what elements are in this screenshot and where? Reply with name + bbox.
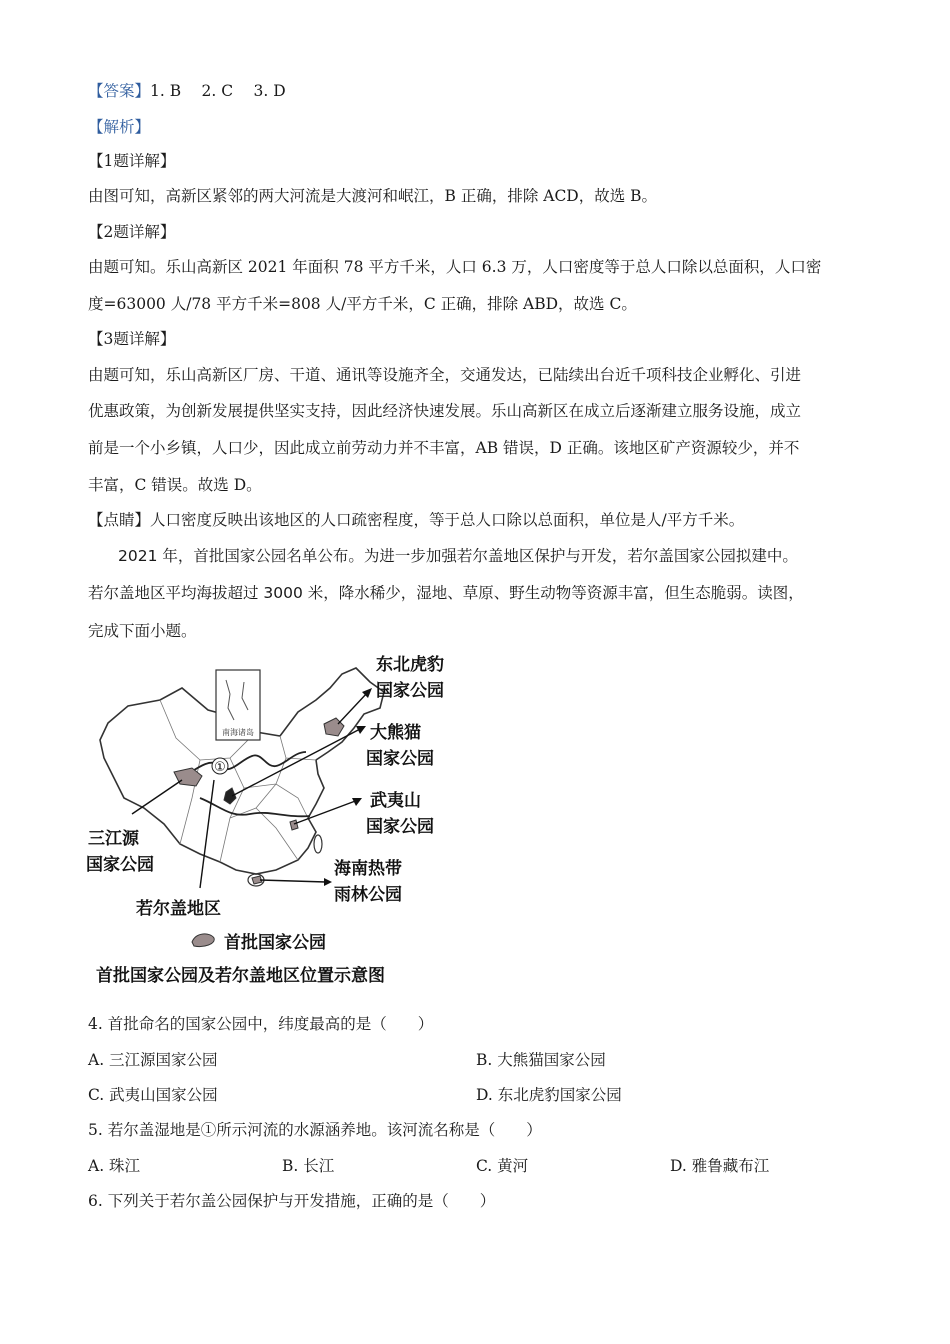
label-wuyi-2: 国家公园: [366, 817, 434, 837]
intro-line2: 若尔盖地区平均海拔超过 3000 米，降水稀少，湿地、草原、野生动物等资源丰富，但生态脆弱。读图，: [88, 584, 804, 602]
legend-park-swatch: [192, 934, 214, 947]
park-wuyi: [290, 820, 298, 830]
label-hainan-1: 海南热带: [334, 859, 402, 879]
label-hainan-2: 雨林公园: [334, 885, 402, 905]
q1-text: 由图可知，高新区紧邻的两大河流是大渡河和岷江，B 正确，排除 ACD，故选 B。: [88, 187, 658, 205]
q5-option-d: D. 雅鲁藏布江: [670, 1157, 770, 1175]
intro-line1: 2021 年，首批国家公园名单公布。为进一步加强若尔盖地区保护与开发，若尔盖国家公园拟建中。: [118, 547, 798, 565]
yangtze-river: [200, 798, 310, 816]
answer-line: [88, 80, 286, 102]
intro-line3: 完成下面小题。: [88, 622, 197, 640]
label-sanjiang-2: 国家公园: [86, 855, 154, 875]
label-panda-2: 国家公园: [366, 749, 434, 769]
taiwan-island: [314, 835, 322, 853]
q4-option-c: C. 武夷山国家公园: [88, 1086, 218, 1104]
label-northeast-2: 国家公园: [376, 681, 444, 701]
label-panda-1: 大熊猫: [370, 723, 421, 743]
q5-stem: 5. 若尔盖湿地是①所示河流的水源涵养地。该河流名称是（ ）: [88, 1121, 542, 1139]
q1-header: 【1题详解】: [88, 152, 176, 170]
label-sanjiang-1: 三江源: [88, 829, 139, 849]
q2-text-line2: 度=63000 人/78 平方千米=808 人/平方千米，C 正确，排除 ABD，故选 C。: [88, 295, 637, 313]
inset-label: 南海诸岛: [222, 728, 254, 737]
label-ruoergai: 若尔盖地区: [136, 899, 221, 919]
yellow-river: [188, 752, 306, 774]
q2-header: 【2题详解】: [88, 223, 176, 241]
q4-option-d: D. 东北虎豹国家公园: [476, 1086, 622, 1104]
analysis-tag: 【解析】: [88, 118, 151, 136]
answer-text: 1. B 2. C 3. D: [150, 82, 286, 100]
q4-option-a: A. 三江源国家公园: [88, 1051, 218, 1069]
q3-text-line1: 由题可知，乐山高新区厂房、干道、通讯等设施齐全，交通发达，已陆续出台近千项科技企业孵化、引进: [88, 366, 802, 384]
q4-option-b: B. 大熊猫国家公园: [476, 1051, 606, 1069]
q2-text-line1: 由题可知。乐山高新区 2021 年面积 78 平方千米，人口 6.3 万，人口密度等于总人口除以总面积，人口密: [88, 258, 822, 276]
park-panda: [224, 788, 236, 804]
legend-label: 首批国家公园: [224, 933, 326, 953]
q4-stem: 4. 首批命名的国家公园中，纬度最高的是（ ）: [88, 1015, 434, 1033]
q3-text-line4: 丰富，C 错误。故选 D。: [88, 476, 262, 494]
arrowheads: [324, 688, 372, 886]
tip-text: 【点睛】人口密度反映出该地区的人口疏密程度，等于总人口除以总面积，单位是人/平方千米。: [88, 511, 745, 529]
national-parks-map: [80, 648, 460, 994]
q5-option-a: A. 珠江: [88, 1157, 141, 1175]
q3-text-line3: 前是一个小乡镇，人口少，因此成立前劳动力并不丰富，AB 错误，D 正确。该地区矿产资源较少，并不: [88, 439, 800, 457]
label-wuyi-1: 武夷山: [370, 791, 421, 811]
q3-text-line2: 优惠政策，为创新发展提供坚实支持，因此经济快速发展。乐山高新区在成立后逐渐建立服务设施，成立: [88, 402, 802, 420]
map-caption: 首批国家公园及若尔盖地区位置示意图: [96, 966, 385, 986]
answer-tag: 【答案】: [88, 82, 151, 100]
river-marker-label: ①: [214, 760, 226, 775]
q6-stem: 6. 下列关于若尔盖公园保护与开发措施，正确的是（ ）: [88, 1192, 496, 1210]
q5-option-c: C. 黄河: [476, 1157, 529, 1175]
label-northeast-1: 东北虎豹: [376, 655, 444, 675]
q5-option-b: B. 长江: [282, 1157, 335, 1175]
q3-header: 【3题详解】: [88, 330, 176, 348]
